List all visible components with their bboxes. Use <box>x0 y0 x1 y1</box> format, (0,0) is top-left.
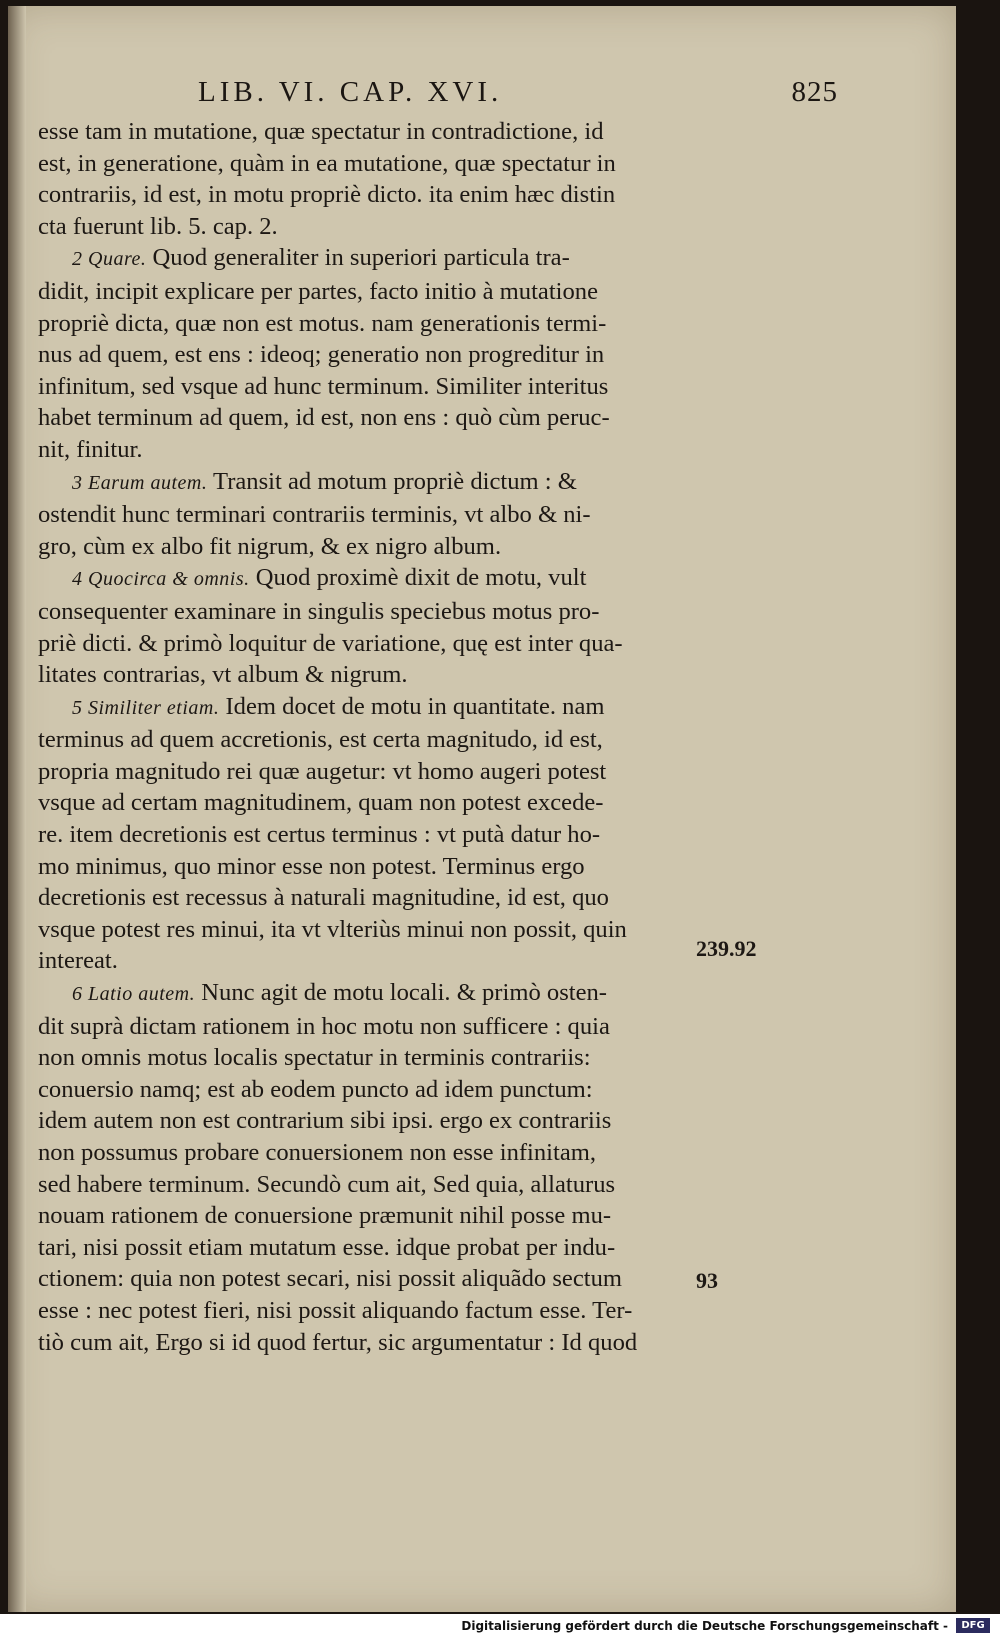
text-line <box>38 499 708 531</box>
line-text: cta fuerunt lib. 5. cap. 2. <box>38 212 278 240</box>
dfg-logo: DFG <box>956 1618 990 1633</box>
paragraph <box>38 242 708 465</box>
text-line <box>38 1327 708 1359</box>
margin-note-reference: 239.92 <box>696 936 757 961</box>
line-text: dit suprà dictam rationem in hoc motu non sufficere : quia <box>38 1012 610 1040</box>
line-text: consequenter examinare in singulis speciebus motus pro- <box>38 597 600 625</box>
text-line <box>38 1011 708 1043</box>
line-text: tari, nisi possit etiam mutatum esse. idque probat per indu- <box>38 1233 616 1261</box>
text-line <box>38 402 708 434</box>
text-line <box>38 466 708 500</box>
line-text: re. item decretionis est certus terminus : vt putà datur ho- <box>38 821 601 849</box>
lemma: 5 Similiter etiam. <box>72 696 220 719</box>
text-line <box>38 945 708 977</box>
line-text: ctionem: quia non potest secari, nisi possit aliquãdo sectum <box>38 1265 622 1293</box>
line-text: Idem docet de motu in quantitate. nam <box>225 692 605 720</box>
line-text: esse : nec potest fieri, nisi possit aliquando factum esse. Ter- <box>38 1296 633 1324</box>
text-line <box>38 434 708 466</box>
text-line <box>38 914 708 946</box>
text-line <box>38 531 708 563</box>
text-line <box>38 276 708 308</box>
line-text: Quod generaliter in superiori particula tra- <box>152 244 570 272</box>
book-page <box>8 6 956 1612</box>
page-number: 825 <box>791 76 838 108</box>
text-line <box>38 308 708 340</box>
text-line <box>38 851 708 883</box>
lemma: 3 Earum autem. <box>72 471 208 494</box>
chapter-title: LIB. VI. CAP. XVI. <box>198 76 503 108</box>
line-text: habet terminum ad quem, id est, non ens : quò cùm peruc- <box>38 404 610 432</box>
text-line <box>38 882 708 914</box>
paragraph <box>38 977 708 1358</box>
line-text: mo minimus, quo minor esse non potest. Terminus ergo <box>38 852 585 880</box>
line-text: est, in generatione, quàm in ea mutatione, quæ spectatur in <box>38 149 616 177</box>
page-gutter <box>8 6 26 1612</box>
text-line <box>38 628 708 660</box>
text-line <box>38 562 708 596</box>
digitization-footer <box>0 1614 1000 1638</box>
main-text <box>38 116 708 1358</box>
lemma: 6 Latio autem. <box>72 983 196 1006</box>
line-text: didit, incipit explicare per partes, facto initio à mutatione <box>38 277 599 305</box>
line-text: contrariis, id est, in motu propriè dicto. ita enim hæc distin <box>38 181 616 209</box>
text-line <box>38 1263 708 1295</box>
line-text: intereat. <box>38 947 118 975</box>
line-text: idem autem non est contrarium sibi ipsi. ergo ex contrariis <box>38 1107 612 1135</box>
text-line <box>38 179 708 211</box>
line-text: propriè dicta, quæ non est motus. nam generationis termi- <box>38 309 607 337</box>
text-line <box>38 148 708 180</box>
line-text: non omnis motus localis spectatur in terminis contrariis: <box>38 1044 591 1072</box>
text-line <box>38 787 708 819</box>
line-text: esse tam in mutatione, quæ spectatur in contradictione, id <box>38 118 604 145</box>
text-line <box>38 1074 708 1106</box>
running-header <box>198 76 838 116</box>
text-line <box>38 339 708 371</box>
paragraph <box>38 691 708 977</box>
line-text: priè dicti. & primò loquitur de variatione, quę est inter qua- <box>38 629 623 657</box>
line-text: propria magnitudo rei quæ augetur: vt homo augeri potest <box>38 757 607 785</box>
text-line <box>38 819 708 851</box>
line-text: Quod proximè dixit de motu, vult <box>255 564 587 592</box>
line-text: ostendit hunc terminari contrariis terminis, vt albo & ni- <box>38 501 591 529</box>
line-text: nus ad quem, est ens : ideoq; generatio non progreditur in <box>38 341 605 369</box>
text-line <box>38 1200 708 1232</box>
text-line <box>38 116 708 148</box>
text-line <box>38 1105 708 1137</box>
line-text: vsque ad certam magnitudinem, quam non potest excede- <box>38 789 604 817</box>
text-line <box>38 1232 708 1264</box>
text-line <box>38 724 708 756</box>
text-line <box>38 1137 708 1169</box>
text-line <box>38 1169 708 1201</box>
text-line <box>38 756 708 788</box>
text-line <box>38 211 708 243</box>
line-text: non possumus probare conuersionem non esse infinitam, <box>38 1139 597 1166</box>
margin-note-catchword: 93 <box>696 1268 718 1293</box>
line-text: litates contrarias, vt album & nigrum. <box>38 661 408 689</box>
line-text: nit, finitur. <box>38 435 143 463</box>
text-line <box>38 596 708 628</box>
lemma: 4 Quocirca & omnis. <box>72 568 250 591</box>
text-line <box>38 1042 708 1074</box>
line-text: sed habere terminum. Secundò cum ait, Sed quia, allaturus <box>38 1170 616 1198</box>
line-text: vsque potest res minui, ita vt vlteriùs minui non possit, quin <box>38 915 627 943</box>
line-text: nouam rationem de conuersione præmunit nihil posse mu- <box>38 1202 612 1230</box>
line-text: infinitum, sed vsque ad hunc terminum. Similiter interitus <box>38 372 609 400</box>
paragraph <box>38 116 708 242</box>
footer-credit: Digitalisierung gefördert durch die Deutsche Forschungsgemeinschaft - <box>461 1619 948 1633</box>
line-text: decretionis est recessus à naturali magnitudine, id est, quo <box>38 884 609 912</box>
text-line <box>38 371 708 403</box>
line-text: tiò cum ait, Ergo si id quod fertur, sic argumentatur : Id quod <box>38 1328 638 1356</box>
lemma: 2 Quare. <box>72 248 147 271</box>
text-line <box>38 1295 708 1327</box>
line-text: conuersio namq; est ab eodem puncto ad idem punctum: <box>38 1075 593 1103</box>
line-text: terminus ad quem accretionis, est certa magnitudo, id est, <box>38 726 603 754</box>
paragraph <box>38 466 708 563</box>
line-text: gro, cùm ex albo fit nigrum, & ex nigro album. <box>38 532 502 560</box>
paragraph <box>38 562 708 690</box>
text-line <box>38 242 708 276</box>
text-line <box>38 691 708 725</box>
text-line <box>38 977 708 1011</box>
text-line <box>38 659 708 691</box>
line-text: Nunc agit de motu locali. & primò osten- <box>201 979 607 1007</box>
line-text: Transit ad motum propriè dictum : & <box>213 467 577 495</box>
